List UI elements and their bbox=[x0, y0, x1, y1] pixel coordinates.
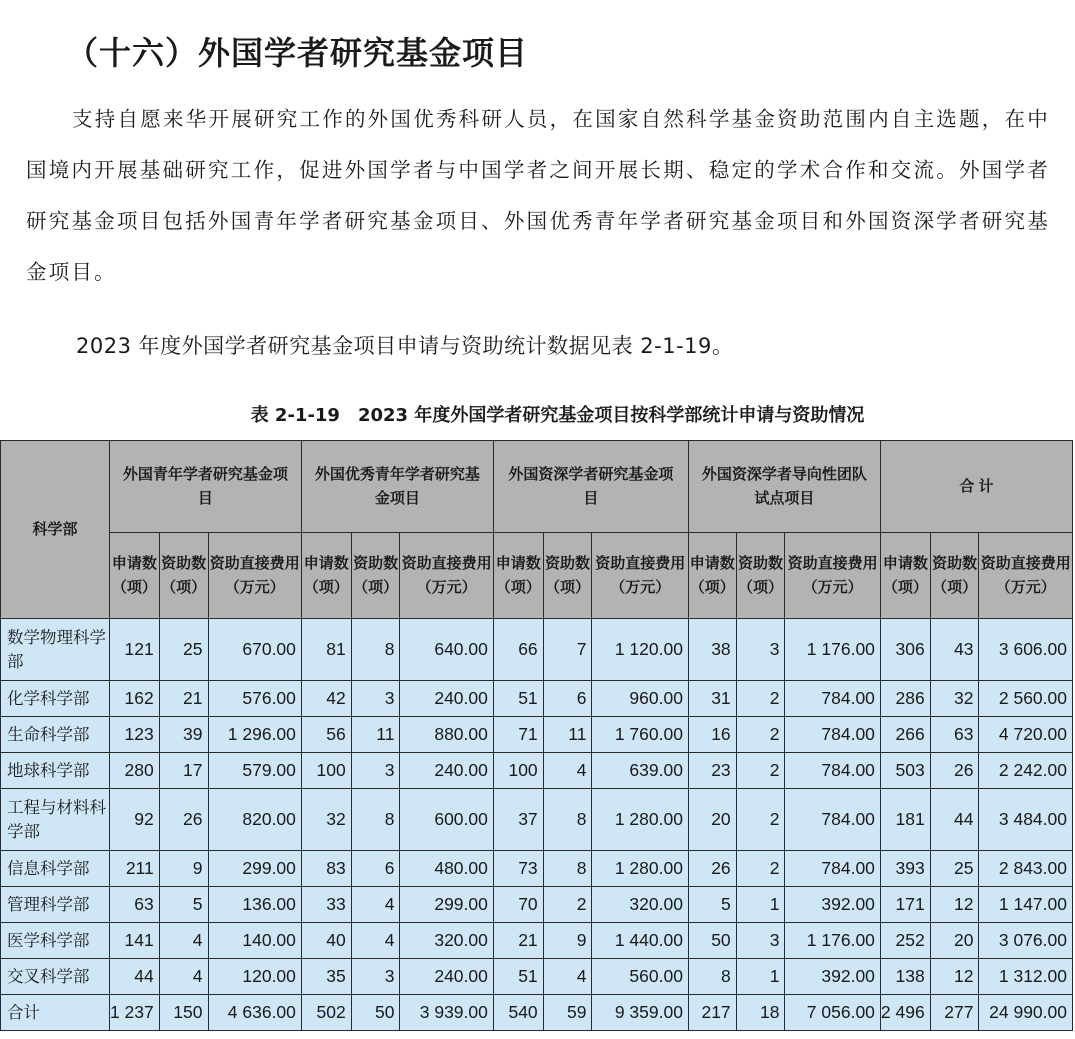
dept-cell: 合计 bbox=[1, 995, 110, 1031]
value-cell: 12 bbox=[930, 887, 979, 923]
column-subheader: 资助直接费用（万元） bbox=[592, 533, 689, 619]
value-cell: 8 bbox=[351, 789, 400, 851]
value-cell: 392.00 bbox=[785, 959, 880, 995]
value-cell: 320.00 bbox=[592, 887, 689, 923]
table-group-header-row bbox=[1, 441, 1073, 533]
value-cell: 9 359.00 bbox=[592, 995, 689, 1031]
value-cell: 35 bbox=[301, 959, 351, 995]
value-cell: 39 bbox=[159, 717, 208, 753]
column-subheader: 资助数（项） bbox=[736, 533, 785, 619]
table-row bbox=[1, 619, 1073, 681]
dept-cell: 医学科学部 bbox=[1, 923, 110, 959]
value-cell: 503 bbox=[880, 753, 930, 789]
value-cell: 11 bbox=[543, 717, 592, 753]
value-cell: 2 bbox=[736, 681, 785, 717]
value-cell: 44 bbox=[109, 959, 159, 995]
group-header: 外国优秀青年学者研究基金项目 bbox=[301, 441, 493, 533]
value-cell: 280 bbox=[109, 753, 159, 789]
value-cell: 392.00 bbox=[785, 887, 880, 923]
table-row bbox=[1, 753, 1073, 789]
value-cell: 299.00 bbox=[400, 887, 493, 923]
value-cell: 1 312.00 bbox=[979, 959, 1073, 995]
value-cell: 4 bbox=[351, 887, 400, 923]
dept-cell: 管理科学部 bbox=[1, 887, 110, 923]
dept-cell: 数学物理科学部 bbox=[1, 619, 110, 681]
value-cell: 820.00 bbox=[208, 789, 301, 851]
value-cell: 2 bbox=[736, 851, 785, 887]
value-cell: 784.00 bbox=[785, 789, 880, 851]
value-cell: 211 bbox=[109, 851, 159, 887]
dept-cell: 工程与材料科学部 bbox=[1, 789, 110, 851]
table-subheader-row bbox=[1, 533, 1073, 619]
value-cell: 100 bbox=[301, 753, 351, 789]
column-subheader: 申请数（项） bbox=[688, 533, 736, 619]
value-cell: 4 bbox=[543, 959, 592, 995]
value-cell: 1 440.00 bbox=[592, 923, 689, 959]
value-cell: 240.00 bbox=[400, 681, 493, 717]
value-cell: 277 bbox=[930, 995, 979, 1031]
value-cell: 4 bbox=[351, 923, 400, 959]
table-row bbox=[1, 923, 1073, 959]
value-cell: 50 bbox=[688, 923, 736, 959]
value-cell: 21 bbox=[159, 681, 208, 717]
value-cell: 2 bbox=[736, 753, 785, 789]
value-cell: 71 bbox=[493, 717, 543, 753]
value-cell: 5 bbox=[159, 887, 208, 923]
value-cell: 81 bbox=[301, 619, 351, 681]
column-subheader: 申请数（项） bbox=[493, 533, 543, 619]
group-header: 外国资深学者研究基金项目 bbox=[493, 441, 688, 533]
value-cell: 21 bbox=[493, 923, 543, 959]
value-cell: 31 bbox=[688, 681, 736, 717]
value-cell: 59 bbox=[543, 995, 592, 1031]
value-cell: 171 bbox=[880, 887, 930, 923]
dept-cell: 信息科学部 bbox=[1, 851, 110, 887]
value-cell: 1 760.00 bbox=[592, 717, 689, 753]
value-cell: 5 bbox=[688, 887, 736, 923]
value-cell: 3 939.00 bbox=[400, 995, 493, 1031]
value-cell: 784.00 bbox=[785, 753, 880, 789]
value-cell: 480.00 bbox=[400, 851, 493, 887]
value-cell: 51 bbox=[493, 959, 543, 995]
value-cell: 1 296.00 bbox=[208, 717, 301, 753]
value-cell: 3 bbox=[351, 753, 400, 789]
value-cell: 670.00 bbox=[208, 619, 301, 681]
table-row bbox=[1, 681, 1073, 717]
value-cell: 141 bbox=[109, 923, 159, 959]
value-cell: 7 056.00 bbox=[785, 995, 880, 1031]
value-cell: 8 bbox=[543, 851, 592, 887]
value-cell: 8 bbox=[688, 959, 736, 995]
value-cell: 26 bbox=[930, 753, 979, 789]
value-cell: 1 280.00 bbox=[592, 851, 689, 887]
dept-cell: 生命科学部 bbox=[1, 717, 110, 753]
value-cell: 100 bbox=[493, 753, 543, 789]
value-cell: 252 bbox=[880, 923, 930, 959]
dept-cell: 交叉科学部 bbox=[1, 959, 110, 995]
column-subheader: 资助数（项） bbox=[159, 533, 208, 619]
value-cell: 4 636.00 bbox=[208, 995, 301, 1031]
value-cell: 1 176.00 bbox=[785, 619, 880, 681]
value-cell: 20 bbox=[930, 923, 979, 959]
value-cell: 32 bbox=[930, 681, 979, 717]
value-cell: 6 bbox=[351, 851, 400, 887]
value-cell: 266 bbox=[880, 717, 930, 753]
value-cell: 123 bbox=[109, 717, 159, 753]
value-cell: 784.00 bbox=[785, 717, 880, 753]
value-cell: 1 176.00 bbox=[785, 923, 880, 959]
value-cell: 540 bbox=[493, 995, 543, 1031]
value-cell: 4 720.00 bbox=[979, 717, 1073, 753]
table-row bbox=[1, 789, 1073, 851]
column-subheader: 申请数（项） bbox=[301, 533, 351, 619]
value-cell: 1 280.00 bbox=[592, 789, 689, 851]
value-cell: 37 bbox=[493, 789, 543, 851]
value-cell: 17 bbox=[159, 753, 208, 789]
group-header: 外国青年学者研究基金项目 bbox=[109, 441, 301, 533]
value-cell: 8 bbox=[351, 619, 400, 681]
value-cell: 2 242.00 bbox=[979, 753, 1073, 789]
column-subheader: 申请数（项） bbox=[109, 533, 159, 619]
table-row bbox=[1, 717, 1073, 753]
value-cell: 320.00 bbox=[400, 923, 493, 959]
value-cell: 286 bbox=[880, 681, 930, 717]
value-cell: 2 bbox=[736, 717, 785, 753]
value-cell: 640.00 bbox=[400, 619, 493, 681]
value-cell: 3 076.00 bbox=[979, 923, 1073, 959]
table-body bbox=[1, 619, 1073, 1031]
value-cell: 2 bbox=[543, 887, 592, 923]
value-cell: 24 990.00 bbox=[979, 995, 1073, 1031]
value-cell: 3 bbox=[351, 959, 400, 995]
value-cell: 16 bbox=[688, 717, 736, 753]
value-cell: 25 bbox=[930, 851, 979, 887]
value-cell: 1 bbox=[736, 887, 785, 923]
column-subheader: 资助数（项） bbox=[930, 533, 979, 619]
value-cell: 92 bbox=[109, 789, 159, 851]
total-row bbox=[1, 995, 1073, 1031]
value-cell: 502 bbox=[301, 995, 351, 1031]
value-cell: 63 bbox=[109, 887, 159, 923]
value-cell: 784.00 bbox=[785, 851, 880, 887]
value-cell: 579.00 bbox=[208, 753, 301, 789]
value-cell: 1 120.00 bbox=[592, 619, 689, 681]
table-reference-note: 2023 年度外国学者研究基金项目申请与资助统计数据见表 2-1-19。 bbox=[76, 334, 734, 358]
value-cell: 560.00 bbox=[592, 959, 689, 995]
value-cell: 136.00 bbox=[208, 887, 301, 923]
value-cell: 1 237 bbox=[109, 995, 159, 1031]
value-cell: 784.00 bbox=[785, 681, 880, 717]
value-cell: 4 bbox=[159, 959, 208, 995]
value-cell: 44 bbox=[930, 789, 979, 851]
value-cell: 138 bbox=[880, 959, 930, 995]
dept-header: 科学部 bbox=[1, 441, 110, 619]
value-cell: 25 bbox=[159, 619, 208, 681]
value-cell: 2 bbox=[736, 789, 785, 851]
section-title: （十六）外国学者研究基金项目 bbox=[66, 34, 529, 72]
value-cell: 639.00 bbox=[592, 753, 689, 789]
value-cell: 393 bbox=[880, 851, 930, 887]
table-row bbox=[1, 887, 1073, 923]
value-cell: 2 560.00 bbox=[979, 681, 1073, 717]
column-subheader: 资助数（项） bbox=[543, 533, 592, 619]
value-cell: 83 bbox=[301, 851, 351, 887]
value-cell: 20 bbox=[688, 789, 736, 851]
group-header: 合 计 bbox=[880, 441, 1072, 533]
column-subheader: 资助直接费用（万元） bbox=[208, 533, 301, 619]
group-header: 外国资深学者导向性团队试点项目 bbox=[688, 441, 880, 533]
value-cell: 3 bbox=[736, 923, 785, 959]
value-cell: 23 bbox=[688, 753, 736, 789]
value-cell: 600.00 bbox=[400, 789, 493, 851]
value-cell: 8 bbox=[543, 789, 592, 851]
value-cell: 32 bbox=[301, 789, 351, 851]
value-cell: 150 bbox=[159, 995, 208, 1031]
dept-cell: 地球科学部 bbox=[1, 753, 110, 789]
value-cell: 18 bbox=[736, 995, 785, 1031]
column-subheader: 资助直接费用（万元） bbox=[785, 533, 880, 619]
value-cell: 120.00 bbox=[208, 959, 301, 995]
value-cell: 140.00 bbox=[208, 923, 301, 959]
value-cell: 3 bbox=[736, 619, 785, 681]
value-cell: 66 bbox=[493, 619, 543, 681]
value-cell: 12 bbox=[930, 959, 979, 995]
value-cell: 73 bbox=[493, 851, 543, 887]
value-cell: 4 bbox=[159, 923, 208, 959]
value-cell: 3 bbox=[351, 681, 400, 717]
value-cell: 26 bbox=[688, 851, 736, 887]
dept-cell: 化学科学部 bbox=[1, 681, 110, 717]
value-cell: 3 484.00 bbox=[979, 789, 1073, 851]
value-cell: 121 bbox=[109, 619, 159, 681]
value-cell: 56 bbox=[301, 717, 351, 753]
value-cell: 299.00 bbox=[208, 851, 301, 887]
column-subheader: 资助直接费用（万元） bbox=[979, 533, 1073, 619]
table-row bbox=[1, 851, 1073, 887]
value-cell: 960.00 bbox=[592, 681, 689, 717]
table-row bbox=[1, 959, 1073, 995]
value-cell: 42 bbox=[301, 681, 351, 717]
value-cell: 880.00 bbox=[400, 717, 493, 753]
value-cell: 51 bbox=[493, 681, 543, 717]
value-cell: 9 bbox=[159, 851, 208, 887]
value-cell: 240.00 bbox=[400, 959, 493, 995]
value-cell: 3 606.00 bbox=[979, 619, 1073, 681]
intro-paragraph: 支持自愿来华开展研究工作的外国优秀科研人员，在国家自然科学基金资助范围内自主选题，在中国境内开展基础研究工作，促进外国学者与中国学者之间开展长期、稳定的学术合作和交流。外国学者研究基金项目包括外国青年学者研究基金项目、外国优秀青年学者研究基金项目和外国资深学者研究基金项目。 bbox=[26, 107, 1050, 284]
table-caption: 表 2-1-19 2023 年度外国学者研究基金项目按科学部统计申请与资助情况 bbox=[250, 405, 865, 426]
value-cell: 70 bbox=[493, 887, 543, 923]
column-subheader: 申请数（项） bbox=[880, 533, 930, 619]
value-cell: 306 bbox=[880, 619, 930, 681]
value-cell: 4 bbox=[543, 753, 592, 789]
value-cell: 38 bbox=[688, 619, 736, 681]
value-cell: 2 843.00 bbox=[979, 851, 1073, 887]
value-cell: 33 bbox=[301, 887, 351, 923]
value-cell: 50 bbox=[351, 995, 400, 1031]
value-cell: 9 bbox=[543, 923, 592, 959]
value-cell: 2 496 bbox=[880, 995, 930, 1031]
value-cell: 1 bbox=[736, 959, 785, 995]
value-cell: 26 bbox=[159, 789, 208, 851]
value-cell: 63 bbox=[930, 717, 979, 753]
value-cell: 11 bbox=[351, 717, 400, 753]
value-cell: 181 bbox=[880, 789, 930, 851]
column-subheader: 资助直接费用（万元） bbox=[400, 533, 493, 619]
value-cell: 7 bbox=[543, 619, 592, 681]
value-cell: 217 bbox=[688, 995, 736, 1031]
value-cell: 240.00 bbox=[400, 753, 493, 789]
value-cell: 1 147.00 bbox=[979, 887, 1073, 923]
value-cell: 43 bbox=[930, 619, 979, 681]
statistics-table bbox=[0, 440, 1073, 1031]
value-cell: 162 bbox=[109, 681, 159, 717]
value-cell: 40 bbox=[301, 923, 351, 959]
value-cell: 6 bbox=[543, 681, 592, 717]
value-cell: 576.00 bbox=[208, 681, 301, 717]
column-subheader: 资助数（项） bbox=[351, 533, 400, 619]
